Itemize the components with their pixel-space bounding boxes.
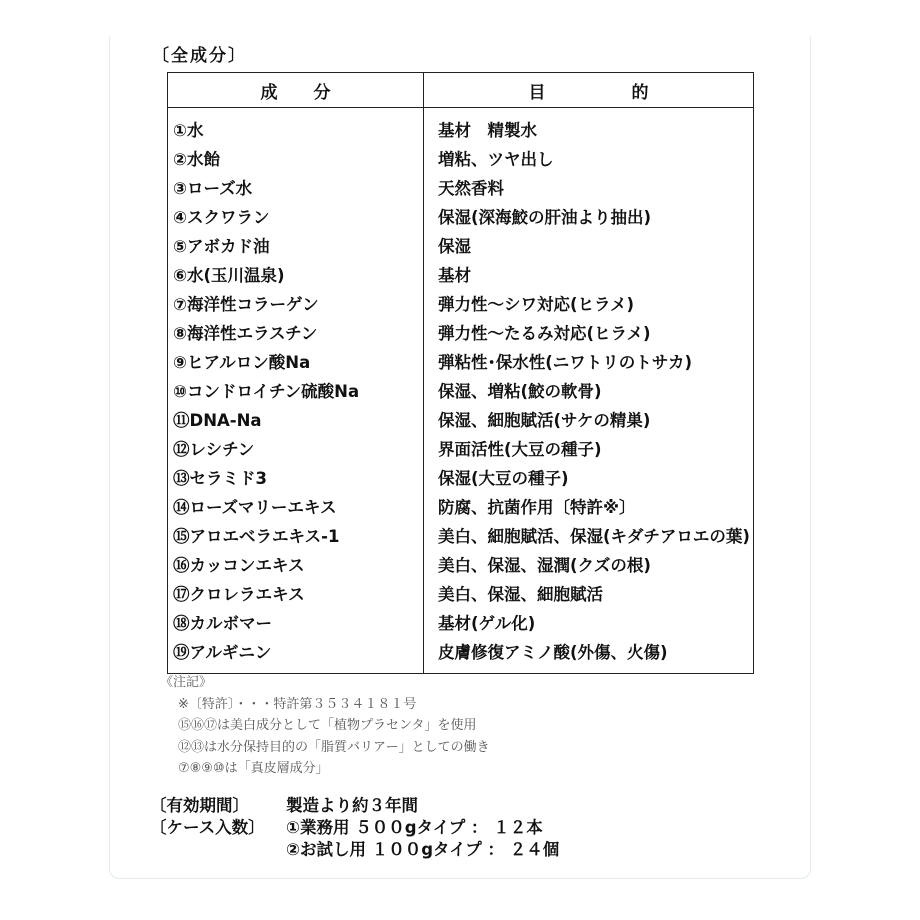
header-component: 成分 (168, 73, 424, 108)
purpose-cell: 保湿(大豆の種子) (438, 469, 569, 488)
component-cell: ⑬セラミド3 (168, 464, 424, 493)
note-line: ※〔特許〕・・・特許第３５３４１８１号 (178, 696, 417, 712)
notes-section (160, 672, 490, 780)
component-cell: ⑩コンドロイチン硫酸Na (168, 377, 424, 406)
table-row (168, 319, 754, 348)
section-heading: 〔全成分〕 (152, 46, 247, 66)
case-row (150, 817, 559, 839)
note-line: ⑮⑯⑰は美白成分として「植物プラセンタ」を使用 (178, 718, 477, 733)
table-row (168, 174, 754, 203)
period-row (150, 795, 559, 817)
component-cell: ⑦海洋性コラーゲン (168, 290, 424, 319)
table-row (168, 522, 754, 551)
component-cell: ④スクワラン (168, 203, 424, 232)
component-cell: ①水 (168, 108, 424, 146)
period-value: 製造より約３年間 (286, 796, 418, 815)
component-cell: ⑪DNA-Na (168, 406, 424, 435)
component-cell: ⑭ローズマリーエキス (168, 493, 424, 522)
purpose-cell: 保湿、細胞賦活(サケの精巣) (438, 411, 651, 430)
purpose-cell: 基材 精製水 (438, 121, 537, 140)
purpose-cell: 皮膚修復アミノ酸(外傷、火傷) (438, 643, 668, 662)
component-cell: ⑤アボカド油 (168, 232, 424, 261)
purpose-cell: 弾力性～シワ対応(ヒラメ) (438, 295, 635, 314)
component-cell: ⑨ヒアルロン酸Na (168, 348, 424, 377)
ingredients-table (167, 72, 754, 674)
component-cell: ⑰クロレラエキス (168, 580, 424, 609)
table-row (168, 493, 754, 522)
purpose-cell: 美白、保湿、細胞賦活 (438, 585, 603, 604)
component-cell: ⑧海洋性エラスチン (168, 319, 424, 348)
table-row (168, 348, 754, 377)
table-row (168, 377, 754, 406)
purpose-cell: 弾粘性･保水性(ニワトリのトサカ) (438, 353, 693, 372)
note-line: ⑫⑬は水分保持目的の「脂質バリアー」としての働き (178, 739, 490, 755)
purpose-cell: 基材(ゲル化) (438, 614, 536, 633)
case-value-1: ①業務用 ５００gタイプ ： １２本 (286, 818, 543, 837)
component-cell: ⑥水(玉川温泉) (168, 261, 424, 290)
table-row (168, 108, 754, 146)
purpose-cell: 美白、細胞賦活、保湿(キダチアロエの葉) (438, 527, 750, 546)
table-row (168, 406, 754, 435)
table-row (168, 290, 754, 319)
purpose-cell: 増粘、ツヤ出し (438, 150, 554, 169)
purpose-cell: 保湿 (438, 237, 471, 256)
component-cell: ⑮アロエベラエキス-1 (168, 522, 424, 551)
case-value-2: ②お試し用 １００gタイプ ： ２４個 (286, 840, 560, 859)
component-cell: ⑯カッコンエキス (168, 551, 424, 580)
purpose-cell: 防腐、抗菌作用〔特許※〕 (438, 498, 636, 517)
component-cell: ⑲アルギニン (168, 638, 424, 674)
header-purpose: 目的 (424, 73, 754, 108)
note-line: ⑦⑧⑨⑩は「真皮層成分」 (178, 761, 329, 776)
notes-title: 《注記》 (160, 675, 213, 690)
table-row (168, 551, 754, 580)
purpose-cell: 界面活性(大豆の種子) (438, 440, 602, 459)
table-header-row (168, 73, 754, 108)
component-cell: ②水飴 (168, 145, 424, 174)
table-row (168, 580, 754, 609)
table-row (168, 609, 754, 638)
purpose-cell: 天然香料 (438, 179, 504, 198)
table-row (168, 203, 754, 232)
purpose-cell: 基材 (438, 266, 471, 285)
purpose-cell: 美白、保湿、湿潤(クズの根) (438, 556, 651, 575)
table-row (168, 261, 754, 290)
table-row (168, 464, 754, 493)
component-cell: ⑱カルボマー (168, 609, 424, 638)
table-row (168, 638, 754, 674)
purpose-cell: 保湿(深海鮫の肝油より抽出) (438, 208, 652, 227)
product-info (150, 795, 559, 861)
table-row (168, 145, 754, 174)
component-cell: ⑫レシチン (168, 435, 424, 464)
purpose-cell: 弾力性～たるみ対応(ヒラメ) (438, 324, 651, 343)
table-row (168, 232, 754, 261)
case-row-2 (150, 839, 559, 861)
purpose-cell: 保湿、増粘(鮫の軟骨) (438, 382, 602, 401)
component-cell: ③ローズ水 (168, 174, 424, 203)
period-label: 〔有効期間〕 (150, 796, 249, 815)
case-label: 〔ケース入数〕 (150, 818, 265, 837)
table-row (168, 435, 754, 464)
